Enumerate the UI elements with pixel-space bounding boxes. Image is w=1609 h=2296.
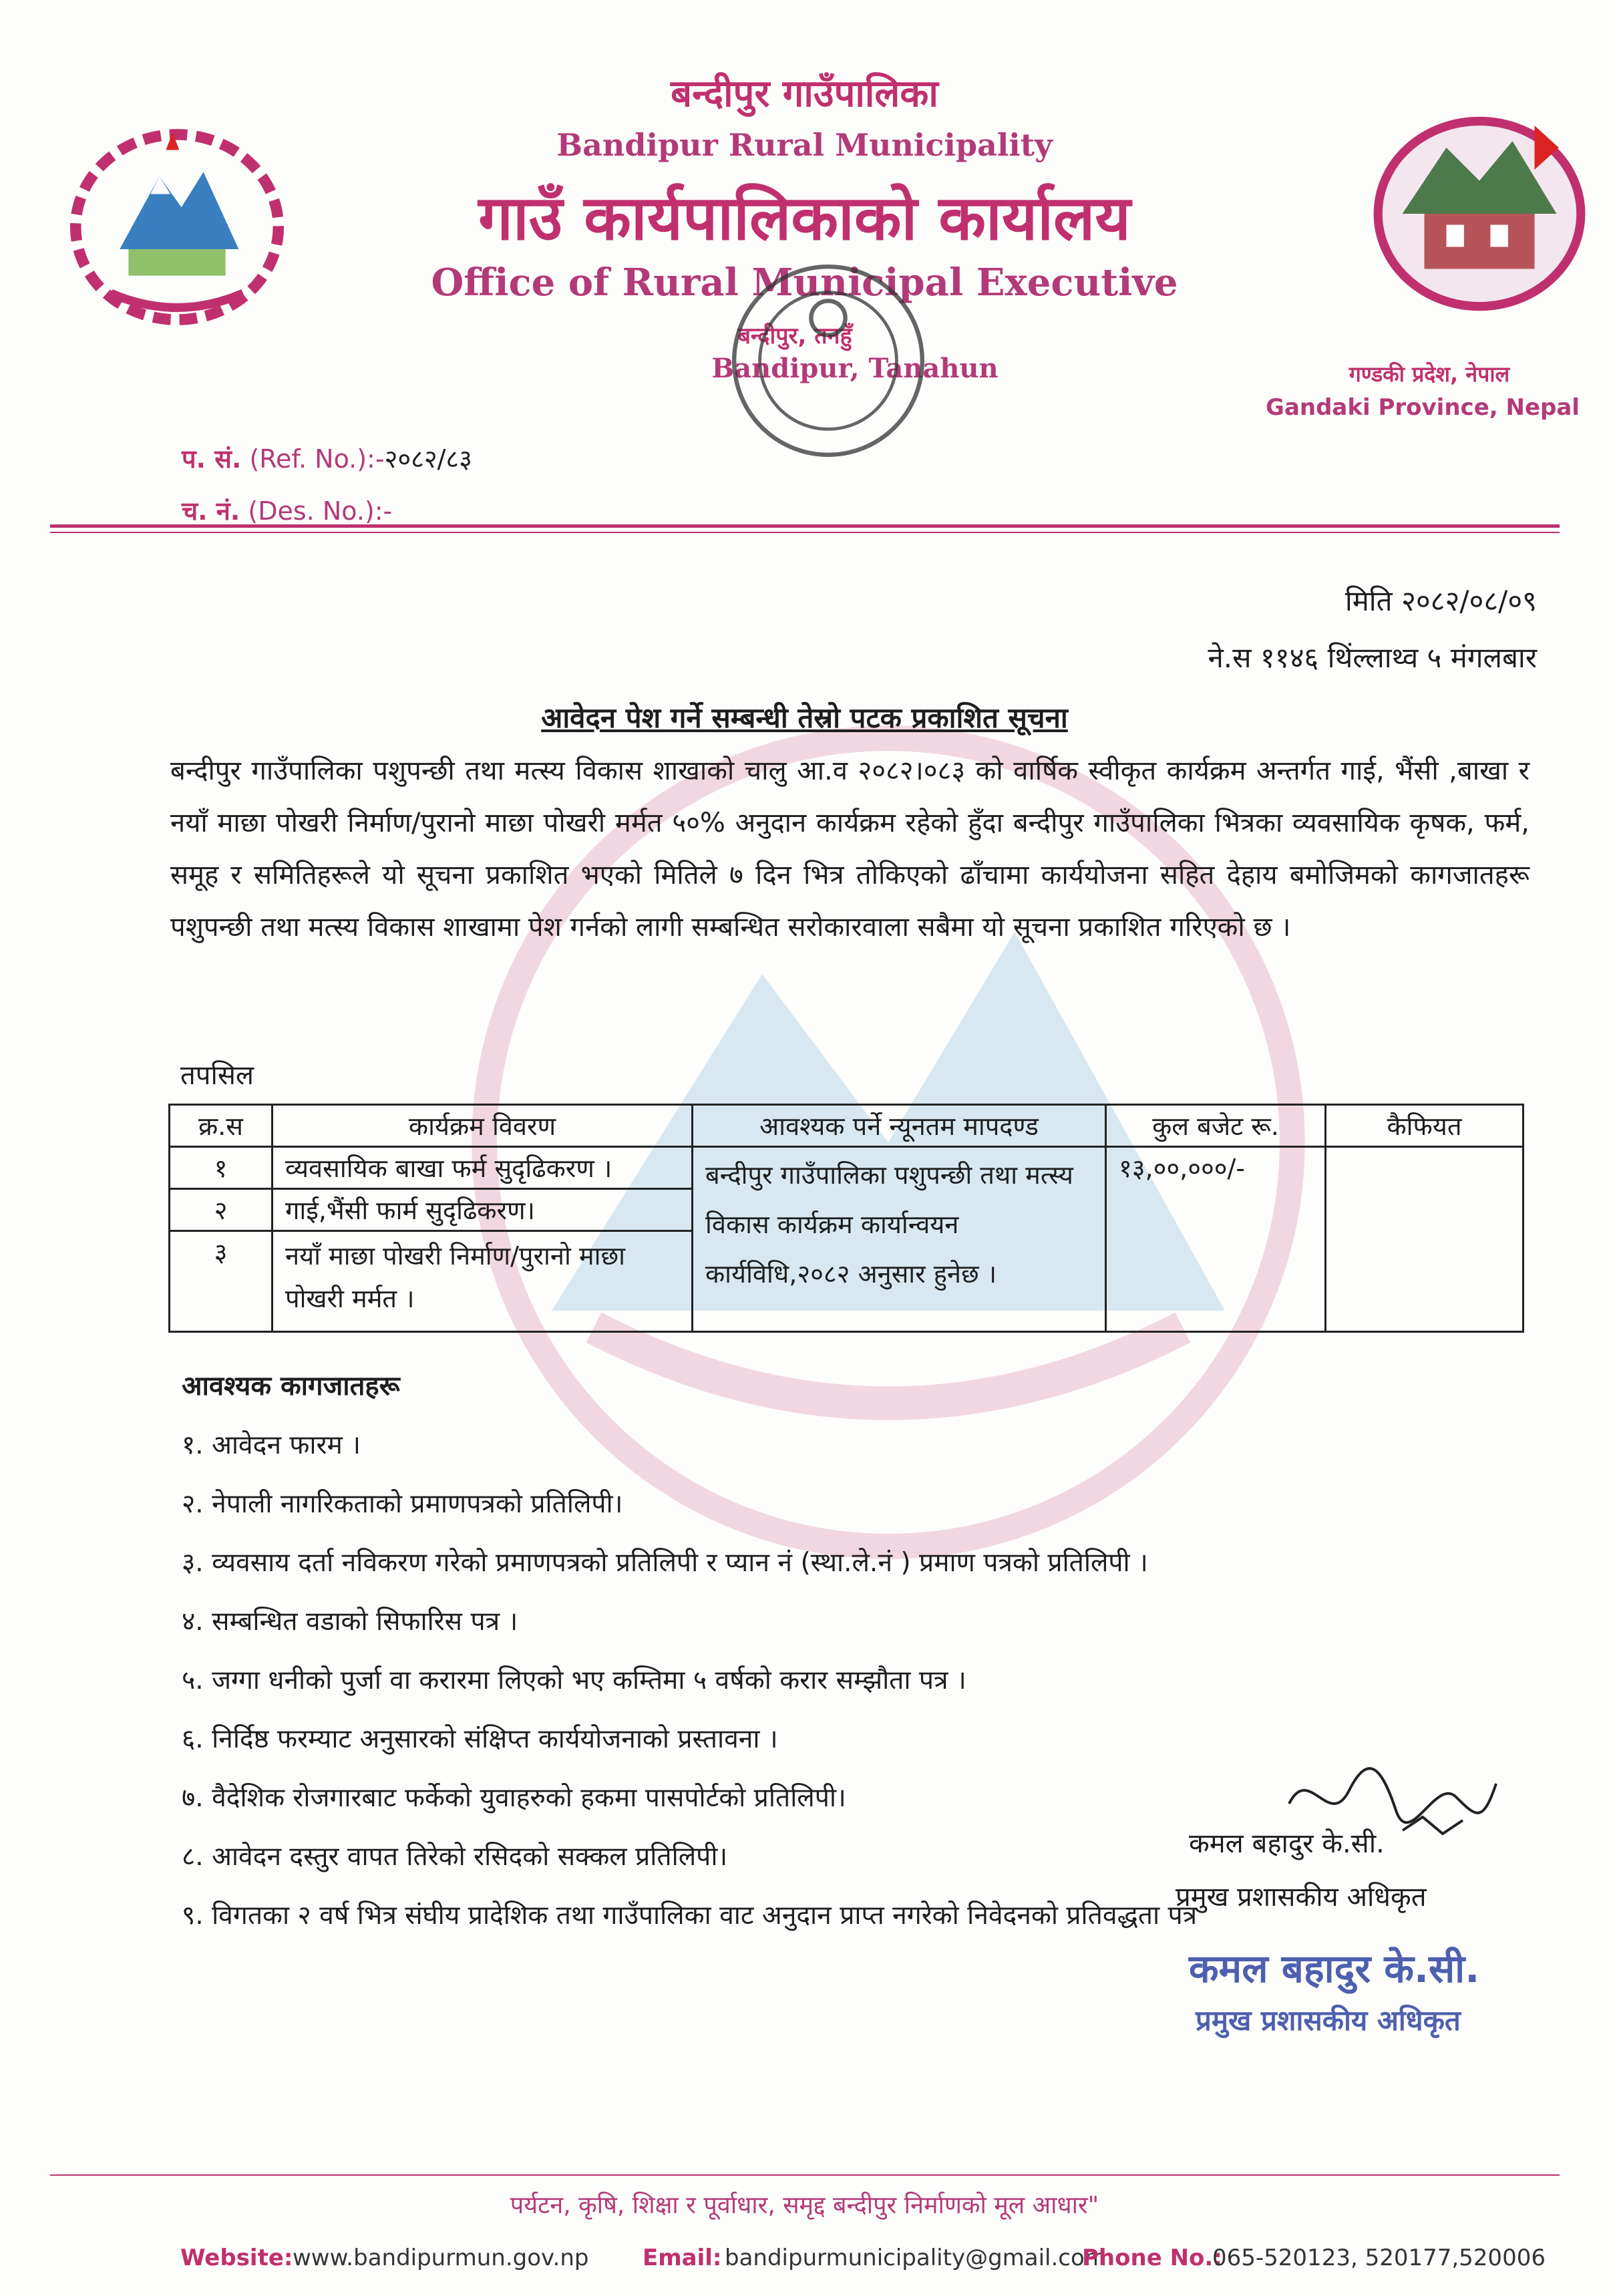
criteria-cell: बन्दीपुर गाउँपालिका पशुपन्छी तथा मत्स्य विकास कार्यक्रम कार्यान्वयन कार्यविधि,२०८२ अनुसार हुनेछ । — [693, 1147, 1106, 1332]
list-item: ९. विगतका २ वर्ष भित्र संघीय प्रादेशिक तथा गाउँपालिका वाट अनुदान प्राप्त नगरेको निवेदनको प्रतिवद्धता पत्र — [182, 1901, 1198, 1931]
row-sn: २ — [170, 1189, 273, 1231]
footer-divider — [50, 2174, 1560, 2176]
place-np: बन्दीपुर, तनहुँ — [737, 323, 852, 349]
header-description: कार्यक्रम विवरण — [273, 1105, 693, 1147]
province-np: गण्डकी प्रदेश, नेपाल — [1349, 361, 1510, 387]
ref-value: २०८२/८३ — [384, 444, 472, 474]
signatory-title: प्रमुख प्रशासकीय अधिकृत — [1176, 1882, 1427, 1913]
date-ns: ने.स ११४६ थिंल्लाथ्व ५ मंगलबार — [1208, 641, 1537, 674]
list-item: ८. आवेदन दस्तुर वापत तिरेको रसिदको सक्कल प्रतिलिपी। — [182, 1842, 728, 1872]
ref-label: प. सं. — [182, 444, 242, 474]
header-criteria: आवश्यक पर्ने न्यूनतम मापदण्ड — [693, 1105, 1106, 1147]
ref-label-en: (Ref. No.):- — [249, 444, 385, 474]
website-link[interactable]: www.bandipurmun.gov.np — [293, 2245, 589, 2271]
documents-list — [182, 1416, 1544, 1945]
place-en: Bandipur, Tanahun — [711, 353, 999, 384]
notice-body: बन्दीपुर गाउँपालिका पशुपन्छी तथा मत्स्य विकास शाखाको चालु आ.व २०८२।०८३ को वार्षिक स्वीकृत कार्यक्रम अन्तर्गत गाई, भैंसी ,बाखा र नयाँ माछा पोखरी निर्माण/पुरानो माछा पोखरी मर्मत ५०% अनुदान कार्यक्रम रहेको हुँदा बन्दीपुर गाउँपालिका भित्रका व्यवसायिक कृषक, फर्म, समूह र समितिहरूले यो सूचना प्रकाशित भएको मितिले ७ दिन भित्र तोकिएको ढाँचामा कार्ययोजना सहित देहाय बमोजिमको कागजातहरू पशुपन्छी तथा मत्स्य विकास शाखामा पेश गर्नको लागी सम्बन्धित सरोकारवाला सबैमा यो सूचना प्रकाशित गरिएको छ । — [170, 756, 1530, 943]
row-description: नयाँ माछा पोखरी निर्माण/पुरानो माछा पोखरी मर्मत । — [273, 1231, 693, 1332]
office-stamp-icon — [721, 254, 935, 468]
notice-subject — [0, 698, 1609, 736]
phone-label: Phone No.: — [1082, 2245, 1222, 2271]
dispatch-number — [182, 493, 392, 528]
documents-title: आवश्यक कागजातहरू — [182, 1371, 400, 1402]
row-sn: ३ — [170, 1231, 273, 1332]
header-budget: कुल बजेट रू. — [1106, 1105, 1326, 1147]
email-label: Email: — [643, 2245, 722, 2271]
table-header-row — [170, 1105, 1524, 1147]
province-en: Gandaki Province, Nepal — [1266, 394, 1580, 421]
website-label: Website: — [180, 2245, 293, 2271]
program-table — [168, 1104, 1524, 1333]
row-description: व्यवसायिक बाखा फर्म सुदृढिकरण । — [273, 1147, 693, 1189]
list-item: ७. वैदेशिक रोजगारबाट फर्केको युवाहरुको हकमा पासपोर्टको प्रतिलिपी। — [182, 1783, 846, 1813]
email-link[interactable]: bandipurmunicipality@gmail.com — [725, 2245, 1107, 2271]
schedule-label: तपसिल — [180, 1060, 254, 1091]
header-sn: क्र.स — [170, 1105, 273, 1147]
stamp-name: कमल बहादुर के.सी. — [1189, 1946, 1480, 1991]
des-label-en: (Des. No.):- — [248, 496, 393, 526]
header-divider — [50, 524, 1560, 533]
phone-numbers: 065-520123, 520177,520006 — [1212, 2245, 1546, 2271]
list-item: २. नेपाली नागरिकताको प्रमाणपत्रको प्रतिलिपी। — [182, 1489, 623, 1519]
header-remarks: कैफियत — [1326, 1105, 1524, 1147]
list-item: ३. व्यवसाय दर्ता नविकरण गरेको प्रमाणपत्रको प्रतिलिपी र प्यान नं (स्था.ले.नं ) प्रमाण पत्रको प्रतिलिपी । — [182, 1548, 1148, 1578]
subject-text: आवेदन पेश गर्ने सम्बन्धी तेस्रो पटक प्रकाशित सूचना — [541, 701, 1068, 734]
budget-cell: १३,००,०००/- — [1106, 1147, 1326, 1332]
municipality-name-en: Bandipur Rural Municipality — [556, 127, 1053, 163]
list-item: १. आवेदन फारम । — [182, 1430, 361, 1460]
date-bs: मिति २०८२/०८/०९ — [1345, 585, 1537, 617]
row-sn: १ — [170, 1147, 273, 1189]
list-item: ४. सम्बन्धित वडाको सिफारिस पत्र । — [182, 1607, 518, 1637]
des-label: च. नं. — [182, 496, 240, 526]
footer-motto: पर्यटन, कृषि, शिक्षा र पूर्वाधार, समृद्द बन्दीपुर निर्माणको मूल आधार" — [510, 2192, 1099, 2219]
signatory-name: कमल बहादुर के.सी. — [1189, 1828, 1385, 1859]
reference-number — [182, 441, 472, 476]
municipality-name-np: बन्दीपुर गाउँपालिका — [671, 72, 938, 116]
office-name-np: गाउँ कार्यपालिकाको कार्यालय — [478, 182, 1131, 254]
remarks-cell — [1326, 1147, 1524, 1332]
list-item: ६. निर्दिष्ठ फरम्याट अनुसारको संक्षिप्त कार्ययोजनाको प्रस्तावना । — [182, 1724, 778, 1754]
list-item: ५. जग्गा धनीको पुर्जा वा करारमा लिएको भए कम्तिमा ५ वर्षको करार सम्झौता पत्र । — [182, 1665, 966, 1695]
row-description: गाई,भैंसी फार्म सुदृढिकरण। — [273, 1189, 693, 1231]
stamp-title: प्रमुख प्रशासकीय अधिकृत — [1196, 2004, 1461, 2037]
office-name-en: Office of Rural Municipal Executive — [431, 261, 1178, 305]
table-row — [170, 1147, 1524, 1189]
